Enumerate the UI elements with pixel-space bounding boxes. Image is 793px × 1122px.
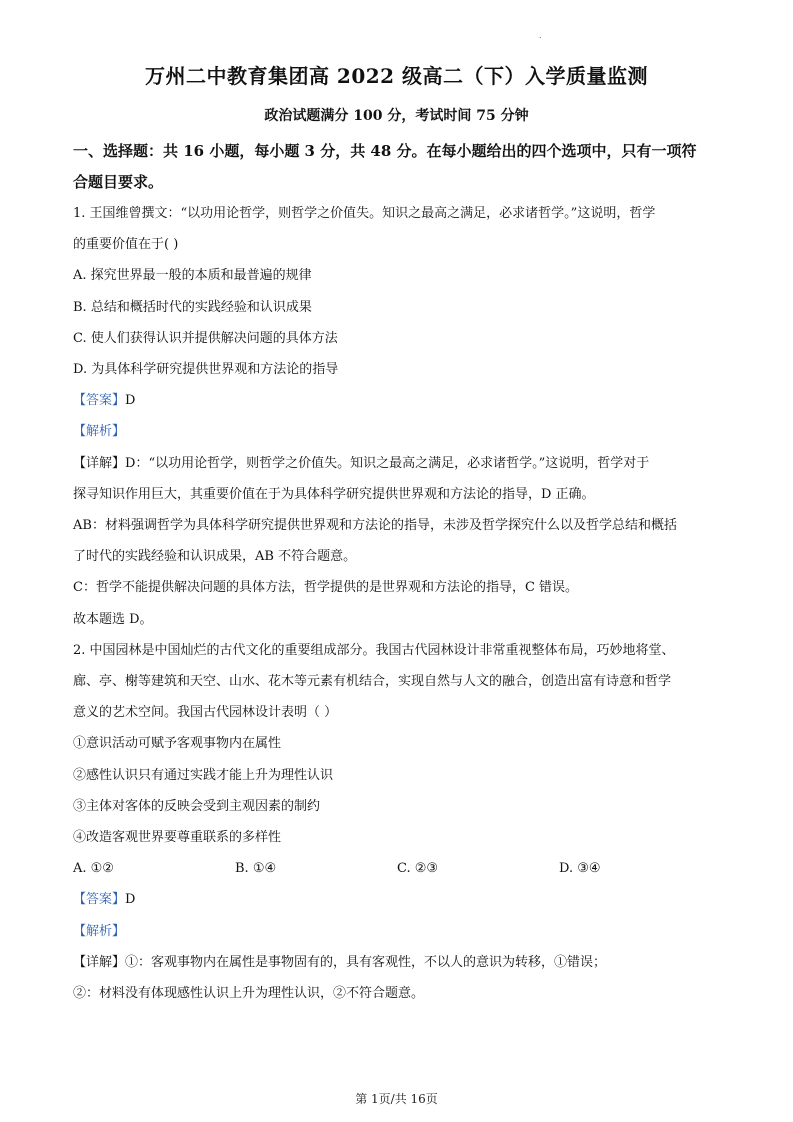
q2-detail-line: ②：材料没有体现感性认识上升为理性认识，②不符合题意。 [73, 986, 425, 1002]
q1-option-d: D. 为具体科学研究提供世界观和方法论的指导 [73, 362, 339, 378]
q2-choice-c: C. ②③ [397, 861, 439, 877]
q2-stem-cont: 意义的艺术空间。我国古代园林设计表明（ ） [73, 705, 338, 721]
q1-analysis [73, 416, 723, 447]
page-number-footer: 第 1页/共 16页 [355, 1092, 438, 1106]
section-heading: 一、选择题：共 16 小题，每小题 3 分，共 48 分。在每小题给出的四个选项中，只有一项符 [73, 142, 697, 160]
answer-value: D [125, 892, 136, 908]
q2-statement-1: ①意识活动可赋予客观事物内在属性 [73, 736, 282, 752]
q2-statement-4: ④改造客观世界要尊重联系的多样性 [73, 830, 282, 846]
q2-choice-d: D. ③④ [559, 861, 601, 877]
q2-stem-cont: 廊、亭、榭等建筑和天空、山水、花木等元素有机结合，实现自然与人文的融合，创造出富有诗意和哲学 [73, 674, 672, 690]
q2-detail [73, 947, 723, 978]
q2-choice-b: B. ①④ [235, 861, 277, 877]
header-dot: . [539, 31, 542, 40]
detail-tag: 【详解】 [73, 455, 126, 471]
answer-value: D [125, 393, 136, 409]
q1-answer [73, 385, 723, 416]
q1-detail-line: C：哲学不能提供解决问题的具体方法，哲学提供的是世界观和方法论的指导，C 错误。 [73, 580, 579, 596]
q1-option-a: A. 探究世界最一般的本质和最普遍的规律 [73, 268, 312, 284]
answer-tag: 【答案】 [73, 892, 126, 908]
q1-stem: 1. 王国维曾撰文：“以功用论哲学，则哲学之价值失。知识之最高之满足，必求诸哲学。”这说明，哲学 [73, 206, 656, 221]
detail-tag: 【详解】 [73, 954, 126, 970]
exam-subtitle: 政治试题满分 100 分，考试时间 75 分钟 [264, 108, 529, 124]
q2-statement-3: ③主体对客体的反映会受到主观因素的制约 [73, 798, 321, 814]
q1-detail-line: 了时代的实践经验和认识成果，AB 不符合题意。 [73, 549, 357, 565]
q2-stem: 2. 中国园林是中国灿烂的古代文化的重要组成部分。我国古代园林设计非常重视整体布局，巧妙地将堂、 [73, 642, 675, 658]
q2-choices [73, 853, 723, 884]
answer-tag: 【答案】 [73, 393, 126, 409]
section-heading-cont: 合题目要求。 [73, 173, 164, 191]
detail-text: ①：客观事物内在属性是事物固有的，具有客观性，不以人的意识为转移，①错误； [125, 954, 607, 970]
q2-statement-2: ②感性认识只有通过实践才能上升为理性认识 [73, 767, 334, 783]
q1-option-b: B. 总结和概括时代的实践经验和认识成果 [73, 299, 312, 315]
q1-detail-line: AB：材料强调哲学为具体科学研究提供世界观和方法论的指导，未涉及哲学探究什么以及哲学总结和概括 [73, 518, 677, 534]
q1-detail-line: 探寻知识作用巨大，其重要价值在于为具体科学研究提供世界观和方法论的指导，D 正确。 [73, 486, 595, 502]
exam-title: 万州二中教育集团高 2022 级高二（下）入学质量监测 [144, 64, 649, 88]
q1-detail [73, 448, 723, 479]
document-body [73, 136, 723, 1009]
detail-text: D：“以功用论哲学，则哲学之价值失。知识之最高之满足，必求诸哲学。”这说明，哲学对于 [125, 455, 650, 471]
q1-option-c: C. 使人们获得认识并提供解决问题的具体方法 [73, 330, 338, 346]
q1-conclusion: 故本题选 D。 [73, 611, 153, 627]
q2-analysis [73, 916, 723, 947]
question-1 [73, 198, 723, 635]
analysis-tag: 【解析】 [73, 424, 126, 440]
q2-answer [73, 884, 723, 915]
q1-stem-cont: 的重要价值在于( ) [73, 237, 179, 253]
question-2 [73, 635, 723, 1009]
analysis-tag: 【解析】 [73, 923, 126, 939]
q2-choice-a: A. ①② [73, 861, 114, 877]
